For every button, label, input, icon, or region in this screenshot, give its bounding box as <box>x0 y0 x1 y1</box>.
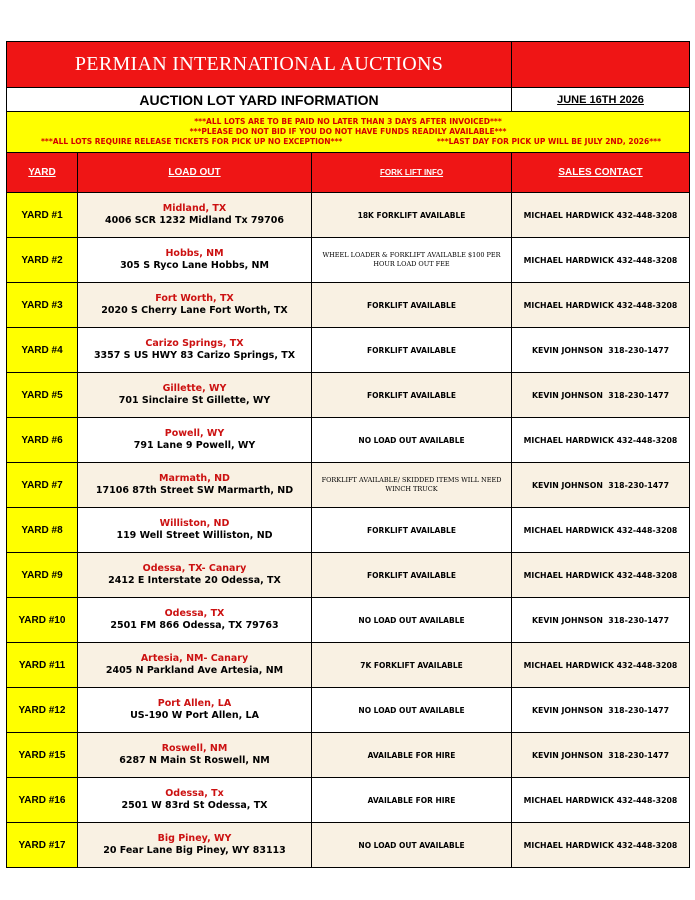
load-out-location <box>78 778 312 823</box>
fork-lift-info: AVAILABLE FOR HIRE <box>312 778 512 823</box>
yard-number: YARD #9 <box>7 553 78 598</box>
sales-contact: MICHAEL HARDWICK 432-448-3208 <box>512 508 690 553</box>
load-out-location <box>78 688 312 733</box>
yard-number: YARD #16 <box>7 778 78 823</box>
table-row <box>7 238 690 283</box>
title-row <box>7 42 690 88</box>
column-header-load-out: LOAD OUT <box>78 153 312 193</box>
load-out-location <box>78 553 312 598</box>
fork-lift-info: FORKLIFT AVAILABLE <box>312 373 512 418</box>
yard-address: 791 Lane 9 Powell, WY <box>133 440 256 451</box>
yard-number: YARD #1 <box>7 193 78 238</box>
table-row <box>7 463 690 508</box>
yard-city: Port Allen, LA <box>157 698 232 709</box>
load-out-location <box>78 508 312 553</box>
yard-city: Midland, TX <box>162 203 227 214</box>
yard-number: YARD #5 <box>7 373 78 418</box>
load-out-location <box>78 418 312 463</box>
sales-contact: MICHAEL HARDWICK 432-448-3208 <box>512 823 690 868</box>
yard-address: 119 Well Street Williston, ND <box>116 530 273 541</box>
fork-lift-info: AVAILABLE FOR HIRE <box>312 733 512 778</box>
notice-banner <box>7 112 690 153</box>
yard-number: YARD #6 <box>7 418 78 463</box>
load-out-location <box>78 373 312 418</box>
yard-address: US-190 W Port Allen, LA <box>130 710 259 721</box>
fork-lift-info: FORKLIFT AVAILABLE <box>312 283 512 328</box>
column-header-yard: YARD <box>7 153 78 193</box>
fork-lift-info: NO LOAD OUT AVAILABLE <box>312 418 512 463</box>
column-header-fork-lift: FORK LIFT INFO <box>312 153 512 193</box>
sales-contact: MICHAEL HARDWICK 432-448-3208 <box>512 778 690 823</box>
yard-city: Odessa, Tx <box>165 788 224 799</box>
table-row <box>7 733 690 778</box>
column-header-sales-contact: SALES CONTACT <box>512 153 690 193</box>
column-header-row <box>7 153 690 193</box>
yard-rows <box>7 193 690 868</box>
table-row <box>7 508 690 553</box>
load-out-location <box>78 283 312 328</box>
yard-city: Big Piney, WY <box>157 833 232 844</box>
sales-contact: KEVIN JOHNSON 318-230-1477 <box>512 733 690 778</box>
fork-lift-info: FORKLIFT AVAILABLE/ SKIDDED ITEMS WILL NEED WINCH TRUCK <box>312 463 512 508</box>
fork-lift-info: WHEEL LOADER & FORKLIFT AVAILABLE $100 PER HOUR LOAD OUT FEE <box>312 238 512 283</box>
load-out-location <box>78 328 312 373</box>
load-out-location <box>78 643 312 688</box>
sales-contact: MICHAEL HARDWICK 432-448-3208 <box>512 193 690 238</box>
yard-city: Artesia, NM- Canary <box>140 653 249 664</box>
yard-address: 20 Fear Lane Big Piney, WY 83113 <box>103 845 286 856</box>
notice-line-3-left: ***ALL LOTS REQUIRE RELEASE TICKETS FOR PICK UP NO EXCEPTION*** <box>41 137 343 146</box>
fork-lift-info: 7K FORKLIFT AVAILABLE <box>312 643 512 688</box>
table-row <box>7 328 690 373</box>
load-out-location <box>78 193 312 238</box>
yard-city: Carizo Springs, TX <box>145 338 244 349</box>
yard-city: Powell, WY <box>164 428 225 439</box>
yard-number: YARD #2 <box>7 238 78 283</box>
yard-number: YARD #3 <box>7 283 78 328</box>
yard-address: 2020 S Cherry Lane Fort Worth, TX <box>101 305 288 316</box>
page-subtitle: AUCTION LOT YARD INFORMATION <box>7 88 512 112</box>
sales-contact: MICHAEL HARDWICK 432-448-3208 <box>512 283 690 328</box>
table-row <box>7 688 690 733</box>
yard-number: YARD #4 <box>7 328 78 373</box>
fork-lift-info: NO LOAD OUT AVAILABLE <box>312 688 512 733</box>
table-row <box>7 373 690 418</box>
table-row <box>7 418 690 463</box>
yard-city: Roswell, NM <box>161 743 228 754</box>
yard-city: Williston, ND <box>159 518 230 529</box>
table-row <box>7 283 690 328</box>
yard-address: 6287 N Main St Roswell, NM <box>119 755 270 766</box>
yard-number: YARD #17 <box>7 823 78 868</box>
notice-line-3-right: ***LAST DAY FOR PICK UP WILL BE JULY 2ND, 2026*** <box>436 137 662 146</box>
sales-contact: MICHAEL HARDWICK 432-448-3208 <box>512 238 690 283</box>
fork-lift-info: FORKLIFT AVAILABLE <box>312 508 512 553</box>
fork-lift-info: NO LOAD OUT AVAILABLE <box>312 823 512 868</box>
yard-info-table <box>6 41 690 868</box>
sales-contact: MICHAEL HARDWICK 432-448-3208 <box>512 553 690 598</box>
yard-number: YARD #7 <box>7 463 78 508</box>
load-out-location <box>78 463 312 508</box>
sales-contact: MICHAEL HARDWICK 432-448-3208 <box>512 643 690 688</box>
load-out-location <box>78 238 312 283</box>
table-row <box>7 553 690 598</box>
fork-lift-info: 18K FORKLIFT AVAILABLE <box>312 193 512 238</box>
table-row <box>7 598 690 643</box>
yard-address: 2412 E Interstate 20 Odessa, TX <box>108 575 281 586</box>
sales-contact: KEVIN JOHNSON 318-230-1477 <box>512 328 690 373</box>
load-out-location <box>78 733 312 778</box>
yard-city: Fort Worth, TX <box>155 293 234 304</box>
yard-address: 2501 W 83rd St Odessa, TX <box>121 800 268 811</box>
yard-address: 2501 FM 866 Odessa, TX 79763 <box>110 620 279 631</box>
yard-address: 3357 S US HWY 83 Carizo Springs, TX <box>93 350 296 361</box>
notice-row <box>7 112 690 153</box>
yard-city: Hobbs, NM <box>165 248 224 259</box>
yard-number: YARD #8 <box>7 508 78 553</box>
fork-lift-info: FORKLIFT AVAILABLE <box>312 328 512 373</box>
yard-city: Odessa, TX <box>164 608 225 619</box>
yard-number: YARD #10 <box>7 598 78 643</box>
yard-city: Marmath, ND <box>159 473 230 484</box>
sales-contact: KEVIN JOHNSON 318-230-1477 <box>512 598 690 643</box>
load-out-location <box>78 598 312 643</box>
load-out-location <box>78 823 312 868</box>
yard-number: YARD #11 <box>7 643 78 688</box>
yard-city: Gillette, WY <box>162 383 227 394</box>
notice-line-2: ***PLEASE DO NOT BID IF YOU DO NOT HAVE FUNDS READILY AVAILABLE*** <box>189 127 507 136</box>
fork-lift-info: NO LOAD OUT AVAILABLE <box>312 598 512 643</box>
yard-address: 17106 87th Street SW Marmarth, ND <box>95 485 294 496</box>
yard-number: YARD #15 <box>7 733 78 778</box>
table-row <box>7 823 690 868</box>
sales-contact: KEVIN JOHNSON 318-230-1477 <box>512 463 690 508</box>
yard-address: 2405 N Parkland Ave Artesia, NM <box>105 665 284 676</box>
notice-line-1: ***ALL LOTS ARE TO BE PAID NO LATER THAN 3 DAYS AFTER INVOICED*** <box>194 117 502 126</box>
yard-number: YARD #12 <box>7 688 78 733</box>
table-row <box>7 643 690 688</box>
page-title: PERMIAN INTERNATIONAL AUCTIONS <box>7 42 512 88</box>
title-blank-cell <box>512 42 690 88</box>
notice-line-3 <box>7 137 689 147</box>
auction-date: JUNE 16TH 2026 <box>512 88 690 112</box>
yard-address: 305 S Ryco Lane Hobbs, NM <box>120 260 269 271</box>
sales-contact: MICHAEL HARDWICK 432-448-3208 <box>512 418 690 463</box>
table-row <box>7 778 690 823</box>
subtitle-row <box>7 88 690 112</box>
yard-city: Odessa, TX- Canary <box>142 563 247 574</box>
sales-contact: KEVIN JOHNSON 318-230-1477 <box>512 688 690 733</box>
yard-address: 4006 SCR 1232 Midland Tx 79706 <box>105 215 284 226</box>
fork-lift-info: FORKLIFT AVAILABLE <box>312 553 512 598</box>
yard-address: 701 Sinclaire St Gillette, WY <box>118 395 271 406</box>
sales-contact: KEVIN JOHNSON 318-230-1477 <box>512 373 690 418</box>
table-row <box>7 193 690 238</box>
